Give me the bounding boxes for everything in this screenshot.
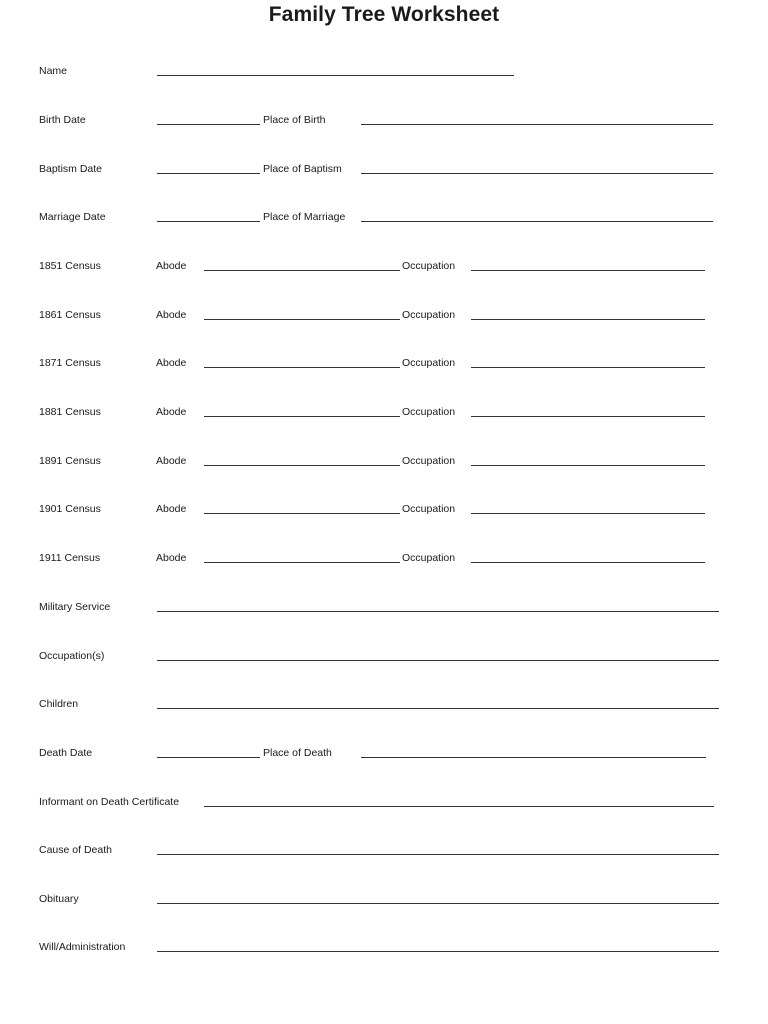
abode-label: Abode (156, 309, 187, 321)
place-of-baptism-field[interactable] (361, 173, 713, 174)
informant-label: Informant on Death Certificate (39, 796, 180, 808)
place-of-marriage-label: Place of Marriage (263, 211, 346, 223)
birth-date-label: Birth Date (39, 114, 86, 126)
place-of-birth-label: Place of Birth (263, 114, 326, 126)
abode-label: Abode (156, 552, 187, 564)
occupation-field[interactable] (471, 416, 705, 417)
death-date-field[interactable] (157, 757, 260, 758)
abode-label: Abode (156, 455, 187, 467)
baptism-date-field[interactable] (157, 173, 260, 174)
cause-of-death-label: Cause of Death (39, 844, 112, 856)
occupation-field[interactable] (471, 319, 705, 320)
abode-field[interactable] (204, 513, 400, 514)
will-administration-field[interactable] (157, 951, 719, 952)
place-of-death-label: Place of Death (263, 747, 332, 759)
occupation-label: Occupation (402, 503, 456, 515)
abode-field[interactable] (204, 367, 400, 368)
death-date-label: Death Date (39, 747, 93, 759)
birth-date-field[interactable] (157, 124, 260, 125)
occupation-field[interactable] (471, 562, 705, 563)
baptism-date-label: Baptism Date (39, 163, 103, 175)
place-of-baptism-label: Place of Baptism (263, 163, 342, 175)
will-administration-label: Will/Administration (39, 941, 126, 953)
occupation-label: Occupation (402, 552, 456, 564)
occupations-label: Occupation(s) (39, 650, 105, 662)
place-of-birth-field[interactable] (361, 124, 713, 125)
census-year-label: 1911 Census (39, 552, 101, 564)
occupations-field[interactable] (157, 660, 719, 661)
place-of-death-field[interactable] (361, 757, 706, 758)
occupation-label: Occupation (402, 309, 456, 321)
military-service-label: Military Service (39, 601, 111, 613)
children-label: Children (39, 698, 79, 710)
abode-field[interactable] (204, 465, 400, 466)
abode-label: Abode (156, 357, 187, 369)
occupation-field[interactable] (471, 513, 705, 514)
census-year-label: 1871 Census (39, 357, 101, 369)
occupation-label: Occupation (402, 455, 456, 467)
census-year-label: 1901 Census (39, 503, 101, 515)
cause-of-death-field[interactable] (157, 854, 719, 855)
abode-field[interactable] (204, 270, 400, 271)
occupation-label: Occupation (402, 357, 456, 369)
name-field[interactable] (157, 75, 514, 76)
name-label: Name (39, 65, 68, 77)
abode-label: Abode (156, 503, 187, 515)
obituary-label: Obituary (39, 893, 79, 905)
census-year-label: 1851 Census (39, 260, 101, 272)
abode-field[interactable] (204, 416, 400, 417)
abode-label: Abode (156, 260, 187, 272)
place-of-marriage-field[interactable] (361, 221, 713, 222)
informant-field[interactable] (204, 806, 714, 807)
census-year-label: 1881 Census (39, 406, 101, 418)
page-title: Family Tree Worksheet (268, 3, 500, 26)
occupation-label: Occupation (402, 260, 456, 272)
census-year-label: 1861 Census (39, 309, 101, 321)
occupation-field[interactable] (471, 270, 705, 271)
marriage-date-field[interactable] (157, 221, 260, 222)
occupation-field[interactable] (471, 367, 705, 368)
obituary-field[interactable] (157, 903, 719, 904)
abode-label: Abode (156, 406, 187, 418)
abode-field[interactable] (204, 562, 400, 563)
children-field[interactable] (157, 708, 719, 709)
military-service-field[interactable] (157, 611, 719, 612)
occupation-field[interactable] (471, 465, 705, 466)
marriage-date-label: Marriage Date (39, 211, 106, 223)
occupation-label: Occupation (402, 406, 456, 418)
abode-field[interactable] (204, 319, 400, 320)
census-year-label: 1891 Census (39, 455, 101, 467)
